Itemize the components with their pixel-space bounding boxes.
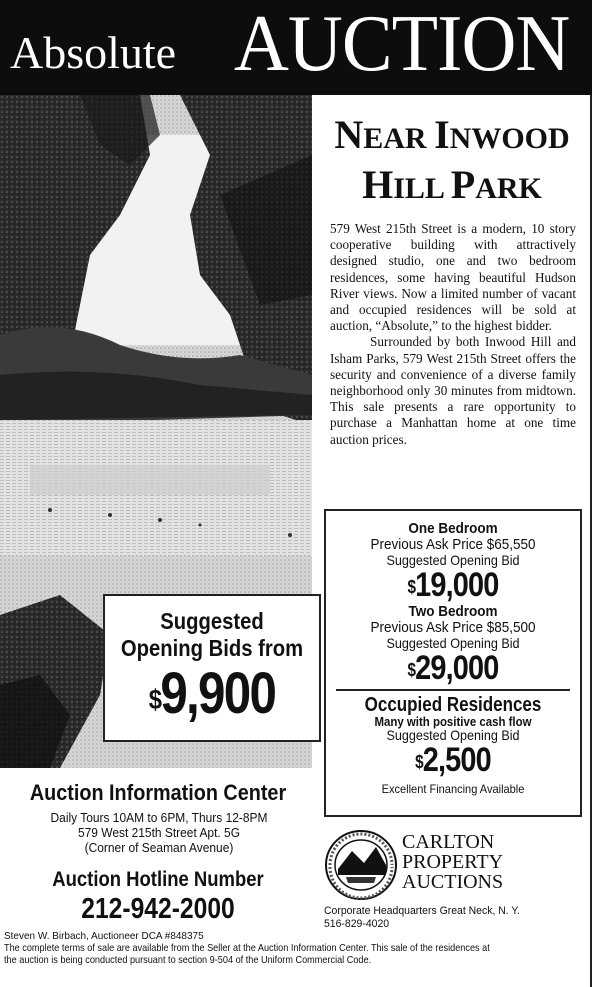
opening-bids-callout xyxy=(103,594,321,742)
fine-print xyxy=(4,930,592,966)
one-bedroom-bid-value: 19,000 xyxy=(415,566,499,604)
occupied-residences-title: Occupied Residences xyxy=(364,694,542,716)
two-bedroom-bid-value: 29,000 xyxy=(415,649,499,687)
info-center-details xyxy=(14,810,304,855)
headline-smallcaps: ILL xyxy=(393,172,451,205)
two-bedroom-suggested-label: Suggested Opening Bid xyxy=(386,635,520,651)
headline-smallcaps: NWOOD xyxy=(449,122,570,155)
corporate-phone: 516-829-4020 xyxy=(324,918,390,930)
two-bedroom-title: Two Bedroom xyxy=(408,603,498,620)
occupied-bid-value: 2,500 xyxy=(422,741,491,779)
headline-letter: P xyxy=(450,162,476,207)
one-bedroom-title: One Bedroom xyxy=(408,520,498,537)
carlton-line-3: AUCTIONS xyxy=(402,871,504,893)
corporate-hq-location: Corporate Headquarters Great Neck, N. Y. xyxy=(324,905,520,917)
two-bedroom-previous-price: Previous Ask Price $85,500 xyxy=(370,619,536,636)
info-center-corner: (Corner of Seaman Avenue) xyxy=(84,840,234,855)
banner-auction-text: AUCTION xyxy=(234,0,570,88)
tour-hours: Daily Tours 10AM to 6PM, Thurs 12-8PM xyxy=(50,810,268,825)
hotline-phone-number: 212-942-2000 xyxy=(81,893,235,925)
opening-bids-line-1: Suggested xyxy=(160,608,264,634)
terms-line-2: the auction is being conducted pursuant to section 9-504 of the Uniform Commercial Code. xyxy=(4,954,372,966)
headline-line-1 xyxy=(316,112,588,162)
one-bedroom-suggested-label: Suggested Opening Bid xyxy=(386,552,520,568)
prices-box xyxy=(324,509,582,817)
currency-symbol: $ xyxy=(407,577,416,597)
banner-absolute-text: Absolute xyxy=(10,27,177,78)
occupied-opening-bid xyxy=(345,742,561,778)
property-description xyxy=(330,221,576,448)
info-center-address: 579 West 215th Street Apt. 5G xyxy=(77,825,241,840)
prices-divider xyxy=(336,689,570,691)
currency-symbol: $ xyxy=(148,684,161,715)
headline-letter: I xyxy=(434,112,450,157)
terms-line-1: The complete terms of sale are available from the Seller at the Auction Information Center. This sale of the residences at xyxy=(4,942,490,954)
two-bedroom-opening-bid xyxy=(345,650,561,686)
headline-letter: H xyxy=(362,162,394,207)
occupied-suggested-label: Suggested Opening Bid xyxy=(386,727,520,743)
currency-symbol: $ xyxy=(415,752,423,772)
headline-letter: N xyxy=(334,112,364,157)
currency-symbol: $ xyxy=(407,660,416,680)
auction-banner xyxy=(0,0,592,95)
occupied-cash-flow-note: Many with positive cash flow xyxy=(374,714,532,729)
one-bedroom-opening-bid xyxy=(345,567,561,603)
one-bedroom-previous-price: Previous Ask Price $65,550 xyxy=(370,536,536,553)
carlton-seal-logo xyxy=(324,829,398,901)
headline-near-inwood-hill-park xyxy=(316,112,588,212)
headline-line-2 xyxy=(316,162,588,212)
hotline-title: Auction Hotline Number xyxy=(52,868,264,891)
opening-bids-line-2: Opening Bids from xyxy=(120,635,304,661)
headline-smallcaps: ARK xyxy=(475,172,542,205)
corporate-headquarters xyxy=(324,905,520,931)
description-paragraph-1: 579 West 215th Street is a modern, 10 story cooperative building with attractively designed studio, one and two bedroom residences, some having beautiful Hudson River views. Now a limited number of vacant and occupied residences will be sold at auction, “Absolute,” to the highest bidder. xyxy=(330,221,576,334)
opening-bids-amount xyxy=(121,661,303,726)
carlton-wordmark xyxy=(402,832,503,892)
auctioneer-license: Steven W. Birbach, Auctioneer DCA #848375 xyxy=(4,930,204,942)
description-paragraph-2: Surrounded by both Inwood Hill and Isham Parks, 579 West 215th Street offers the security and convenience of a diverse family neighborhood only 30 minutes from midtown. This sale presents a rare opportunity to purchase a Manhattan home at one time auction prices. xyxy=(330,334,576,447)
carlton-line-1: CARLTON xyxy=(402,831,495,853)
headline-smallcaps: EAR xyxy=(363,122,435,155)
info-center-title: Auction Information Center xyxy=(29,780,287,805)
opening-bids-value: 9,900 xyxy=(160,661,276,726)
carlton-line-2: PROPERTY xyxy=(402,851,504,873)
financing-note: Excellent Financing Available xyxy=(381,782,525,796)
